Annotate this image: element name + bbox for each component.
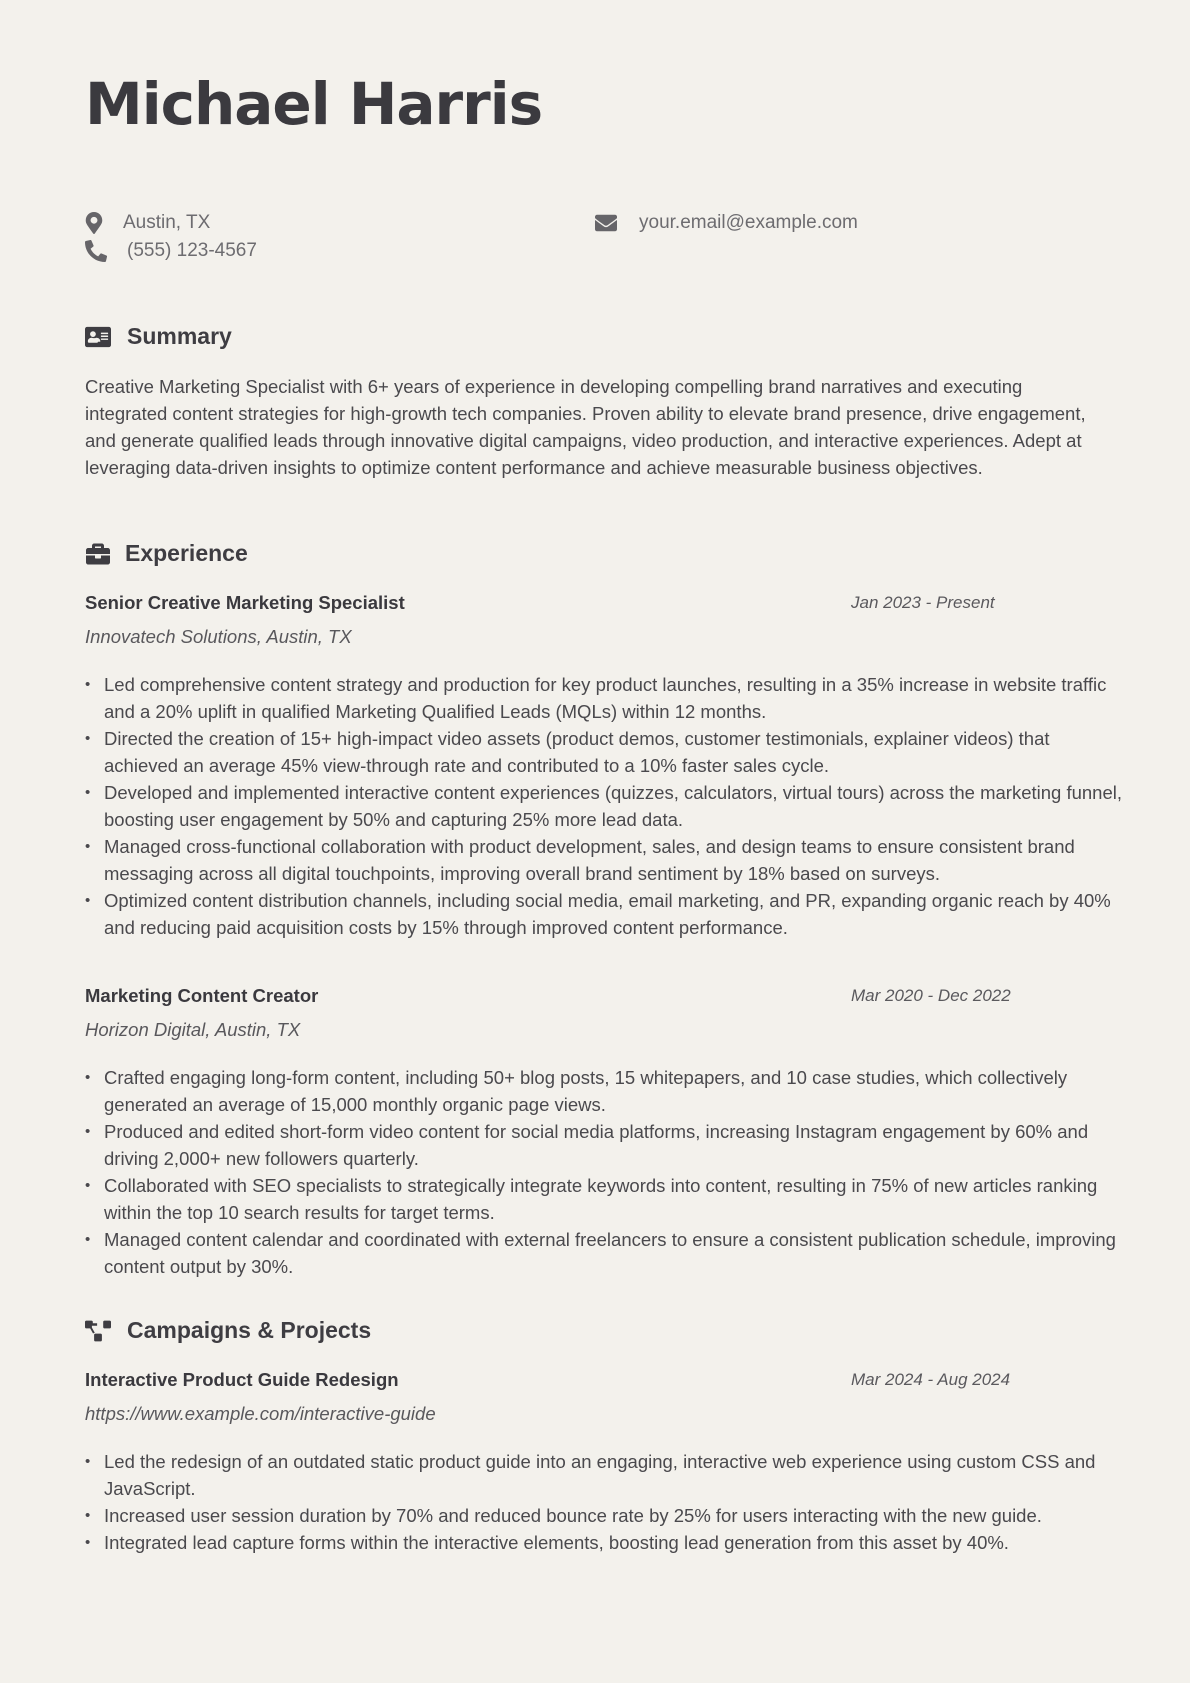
- job-title: Senior Creative Marketing Specialist: [85, 592, 405, 613]
- job-company: Innovatech Solutions, Austin, TX: [85, 626, 352, 647]
- phone-text: (555) 123-4567: [127, 240, 257, 261]
- experience-title: Experience: [125, 540, 248, 566]
- list-item: • Produced and edited short-form video content for social media platforms, increasing Instagram engagement by 60% and driving 2,000+ new followers quarterly.: [104, 1118, 1126, 1172]
- list-item: • Collaborated with SEO specialists to strategically integrate keywords into content, resulting in 75% of new articles ranking within the top 10 search results for target terms.: [104, 1172, 1126, 1226]
- project-dates: Mar 2024 - Aug 2024: [851, 1370, 1011, 1389]
- contact-email[interactable]: [595, 212, 858, 234]
- list-item: • Led comprehensive content strategy and production for key product launches, resulting in a 35% increase in website traffic and a 20% uplift in qualified Marketing Qualified Leads (MQLs) within 12 months.: [104, 671, 1126, 725]
- list-item: • Crafted engaging long-form content, including 50+ blog posts, 15 whitepapers, and 10 case studies, which collectively generated an average of 15,000 monthly organic page views.: [104, 1064, 1126, 1118]
- job-dates: Jan 2023 - Present: [851, 593, 995, 612]
- list-item: • Integrated lead capture forms within the interactive elements, boosting lead generation from this asset by 40%.: [104, 1529, 1126, 1556]
- list-item: • Directed the creation of 15+ high-impact video assets (product demos, customer testimonials, explainer videos) that achieved an average 45% view-through rate and contributed to a 10% faster sales cycle.: [104, 725, 1126, 779]
- project-title: Interactive Product Guide Redesign: [85, 1369, 399, 1390]
- email-text[interactable]: your.email@example.com: [639, 212, 858, 233]
- summary-text: Creative Marketing Specialist with 6+ years of experience in developing compelling brand narratives and executing integrated content strategies for high-growth tech companies. Proven ability to elevate brand presence, drive engagement, and generate qualified leads through innovative digital campaigns, video production, and interactive experiences. Adept at leveraging data-driven insights to optimize content performance and achieve measurable business objectives.: [85, 376, 1086, 478]
- list-item: • Managed content calendar and coordinated with external freelancers to ensure a consistent publication schedule, improving content output by 30%.: [104, 1226, 1126, 1280]
- list-item: • Increased user session duration by 70% and reduced bounce rate by 25% for users interacting with the new guide.: [104, 1502, 1126, 1529]
- list-item: • Managed cross-functional collaboration with product development, sales, and design teams to ensure consistent brand messaging across all digital touchpoints, improving overall brand sentiment by 18% based on surveys.: [104, 833, 1126, 887]
- projects-heading: [85, 1317, 371, 1344]
- project-bullets: [85, 1448, 1126, 1556]
- job-company: Horizon Digital, Austin, TX: [85, 1019, 301, 1040]
- summary-title: Summary: [127, 323, 232, 349]
- project-url[interactable]: https://www.example.com/interactive-guide: [85, 1403, 436, 1424]
- contact-location: [85, 212, 210, 234]
- experience-heading: [85, 540, 248, 567]
- job-bullets: [85, 1064, 1126, 1280]
- contact-phone: [85, 240, 257, 262]
- list-item: • Led the redesign of an outdated static product guide into an engaging, interactive web experience using custom CSS and JavaScript.: [104, 1448, 1126, 1502]
- envelope-icon: [595, 212, 617, 234]
- job-bullets: [85, 671, 1126, 941]
- phone-icon: [85, 240, 107, 262]
- projects-title: Campaigns & Projects: [127, 1317, 372, 1343]
- job-dates: Mar 2020 - Dec 2022: [851, 986, 1011, 1005]
- project-diagram-icon: [85, 1319, 111, 1343]
- list-item: • Optimized content distribution channels, including social media, email marketing, and PR, expanding organic reach by 40% and reducing paid acquisition costs by 15% through improved content performance.: [104, 887, 1126, 941]
- id-card-icon: [85, 325, 111, 349]
- briefcase-icon: [85, 542, 111, 566]
- location-text: Austin, TX: [123, 212, 211, 233]
- list-item: • Developed and implemented interactive content experiences (quizzes, calculators, virtual tours) across the marketing funnel, boosting user engagement by 50% and capturing 25% more lead data.: [104, 779, 1126, 833]
- map-pin-icon: [85, 212, 103, 234]
- summary-heading: [85, 323, 232, 350]
- job-title: Marketing Content Creator: [85, 985, 319, 1006]
- candidate-name: Michael Harris: [85, 70, 543, 138]
